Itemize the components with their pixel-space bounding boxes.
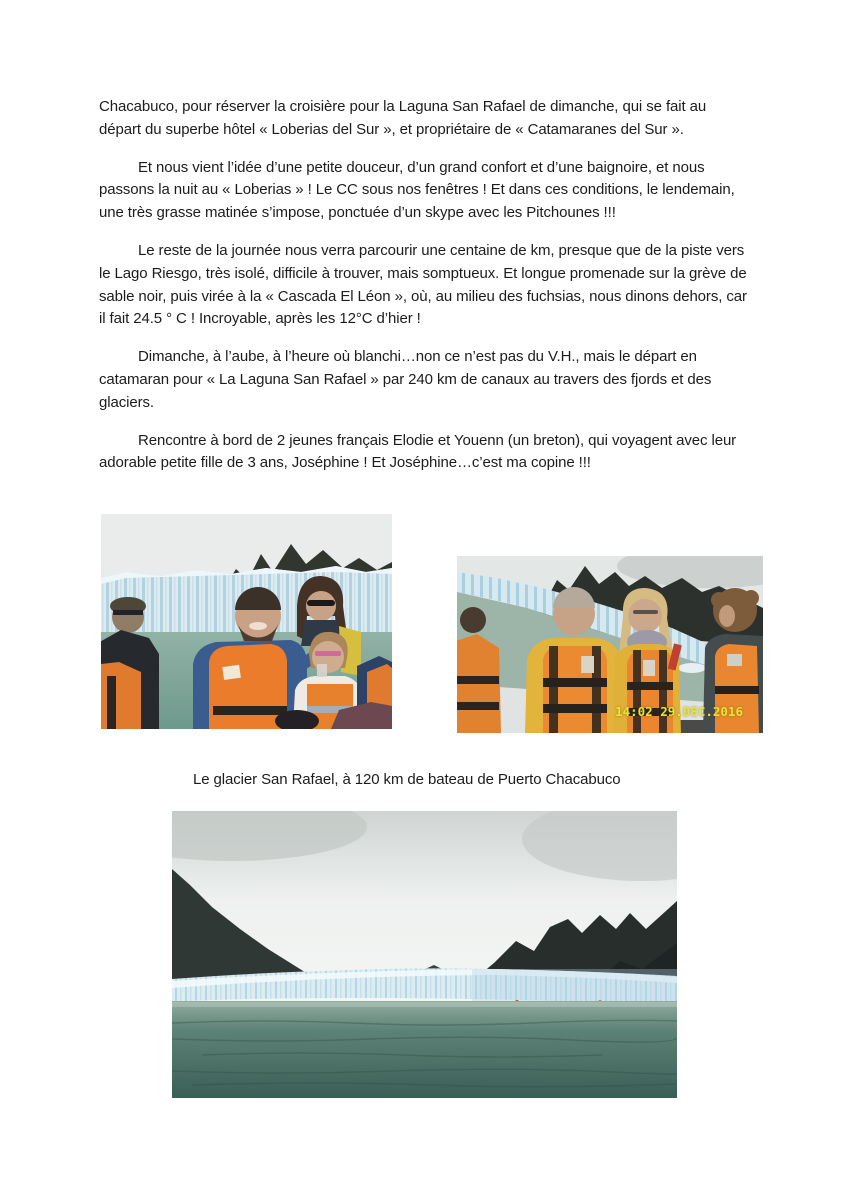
photo-caption: Le glacier San Rafael, à 120 km de bateau de Puerto Chacabuco xyxy=(193,771,621,788)
paragraph-4: Dimanche, à l’aube, à l’heure où blanchi…non ce n’est pas du V.H., mais le départ en catamaran pour « La Laguna San Rafael » par 240 km de canaux au travers des fjords et des glaciers. xyxy=(99,348,712,411)
paragraph-1: Chacabuco, pour réserver la croisière pour la Laguna San Rafael de dimanche, qui se fait au départ du superbe hôtel « Loberias del Sur », et propriétaire de « Catamaranes del Sur ». xyxy=(99,98,707,138)
iceberg xyxy=(678,663,706,673)
glacier-panorama-illustration xyxy=(172,811,677,1098)
photo-timestamp: 14:02 29.DEC.2016 xyxy=(615,704,743,719)
paragraph-3: Le reste de la journée nous verra parcourir une centaine de km, presque que de la piste vers le Lago Riesgo, très isolé, difficile à trouver, mais somptueux. Et longue promenade sur la grève de sable noir, puis virée à la « Cascada El Léon », où, au milieu des fuchsias, nous dinons dehors, car il fait 24.5 ° C ! Incroyable, après les 12°C d’hier ! xyxy=(99,241,747,328)
photo-boat-couple xyxy=(457,556,763,733)
photo-boat-family xyxy=(101,514,392,729)
paragraph-2: Et nous vient l’idée d’une petite douceur, d’un grand confort et d’une baignoire, et nous passons la nuit au « Loberias » ! Le CC sous nos fenêtres ! Et dans ces conditions, le lendemain, une très grasse matinée s’impose, ponctuée d’un skype avec les Pitchounes !!! xyxy=(99,158,735,222)
photo-glacier-panorama xyxy=(172,811,677,1098)
paragraph-5: Rencontre à bord de 2 jeunes français Elodie et Youenn (un breton), qui voyagent avec leur adorable petite fille de 3 ans, Joséphine ! Et Joséphine…c’est ma copine !!! xyxy=(99,431,737,472)
boat-family-illustration xyxy=(101,514,392,729)
text-block xyxy=(99,96,750,490)
